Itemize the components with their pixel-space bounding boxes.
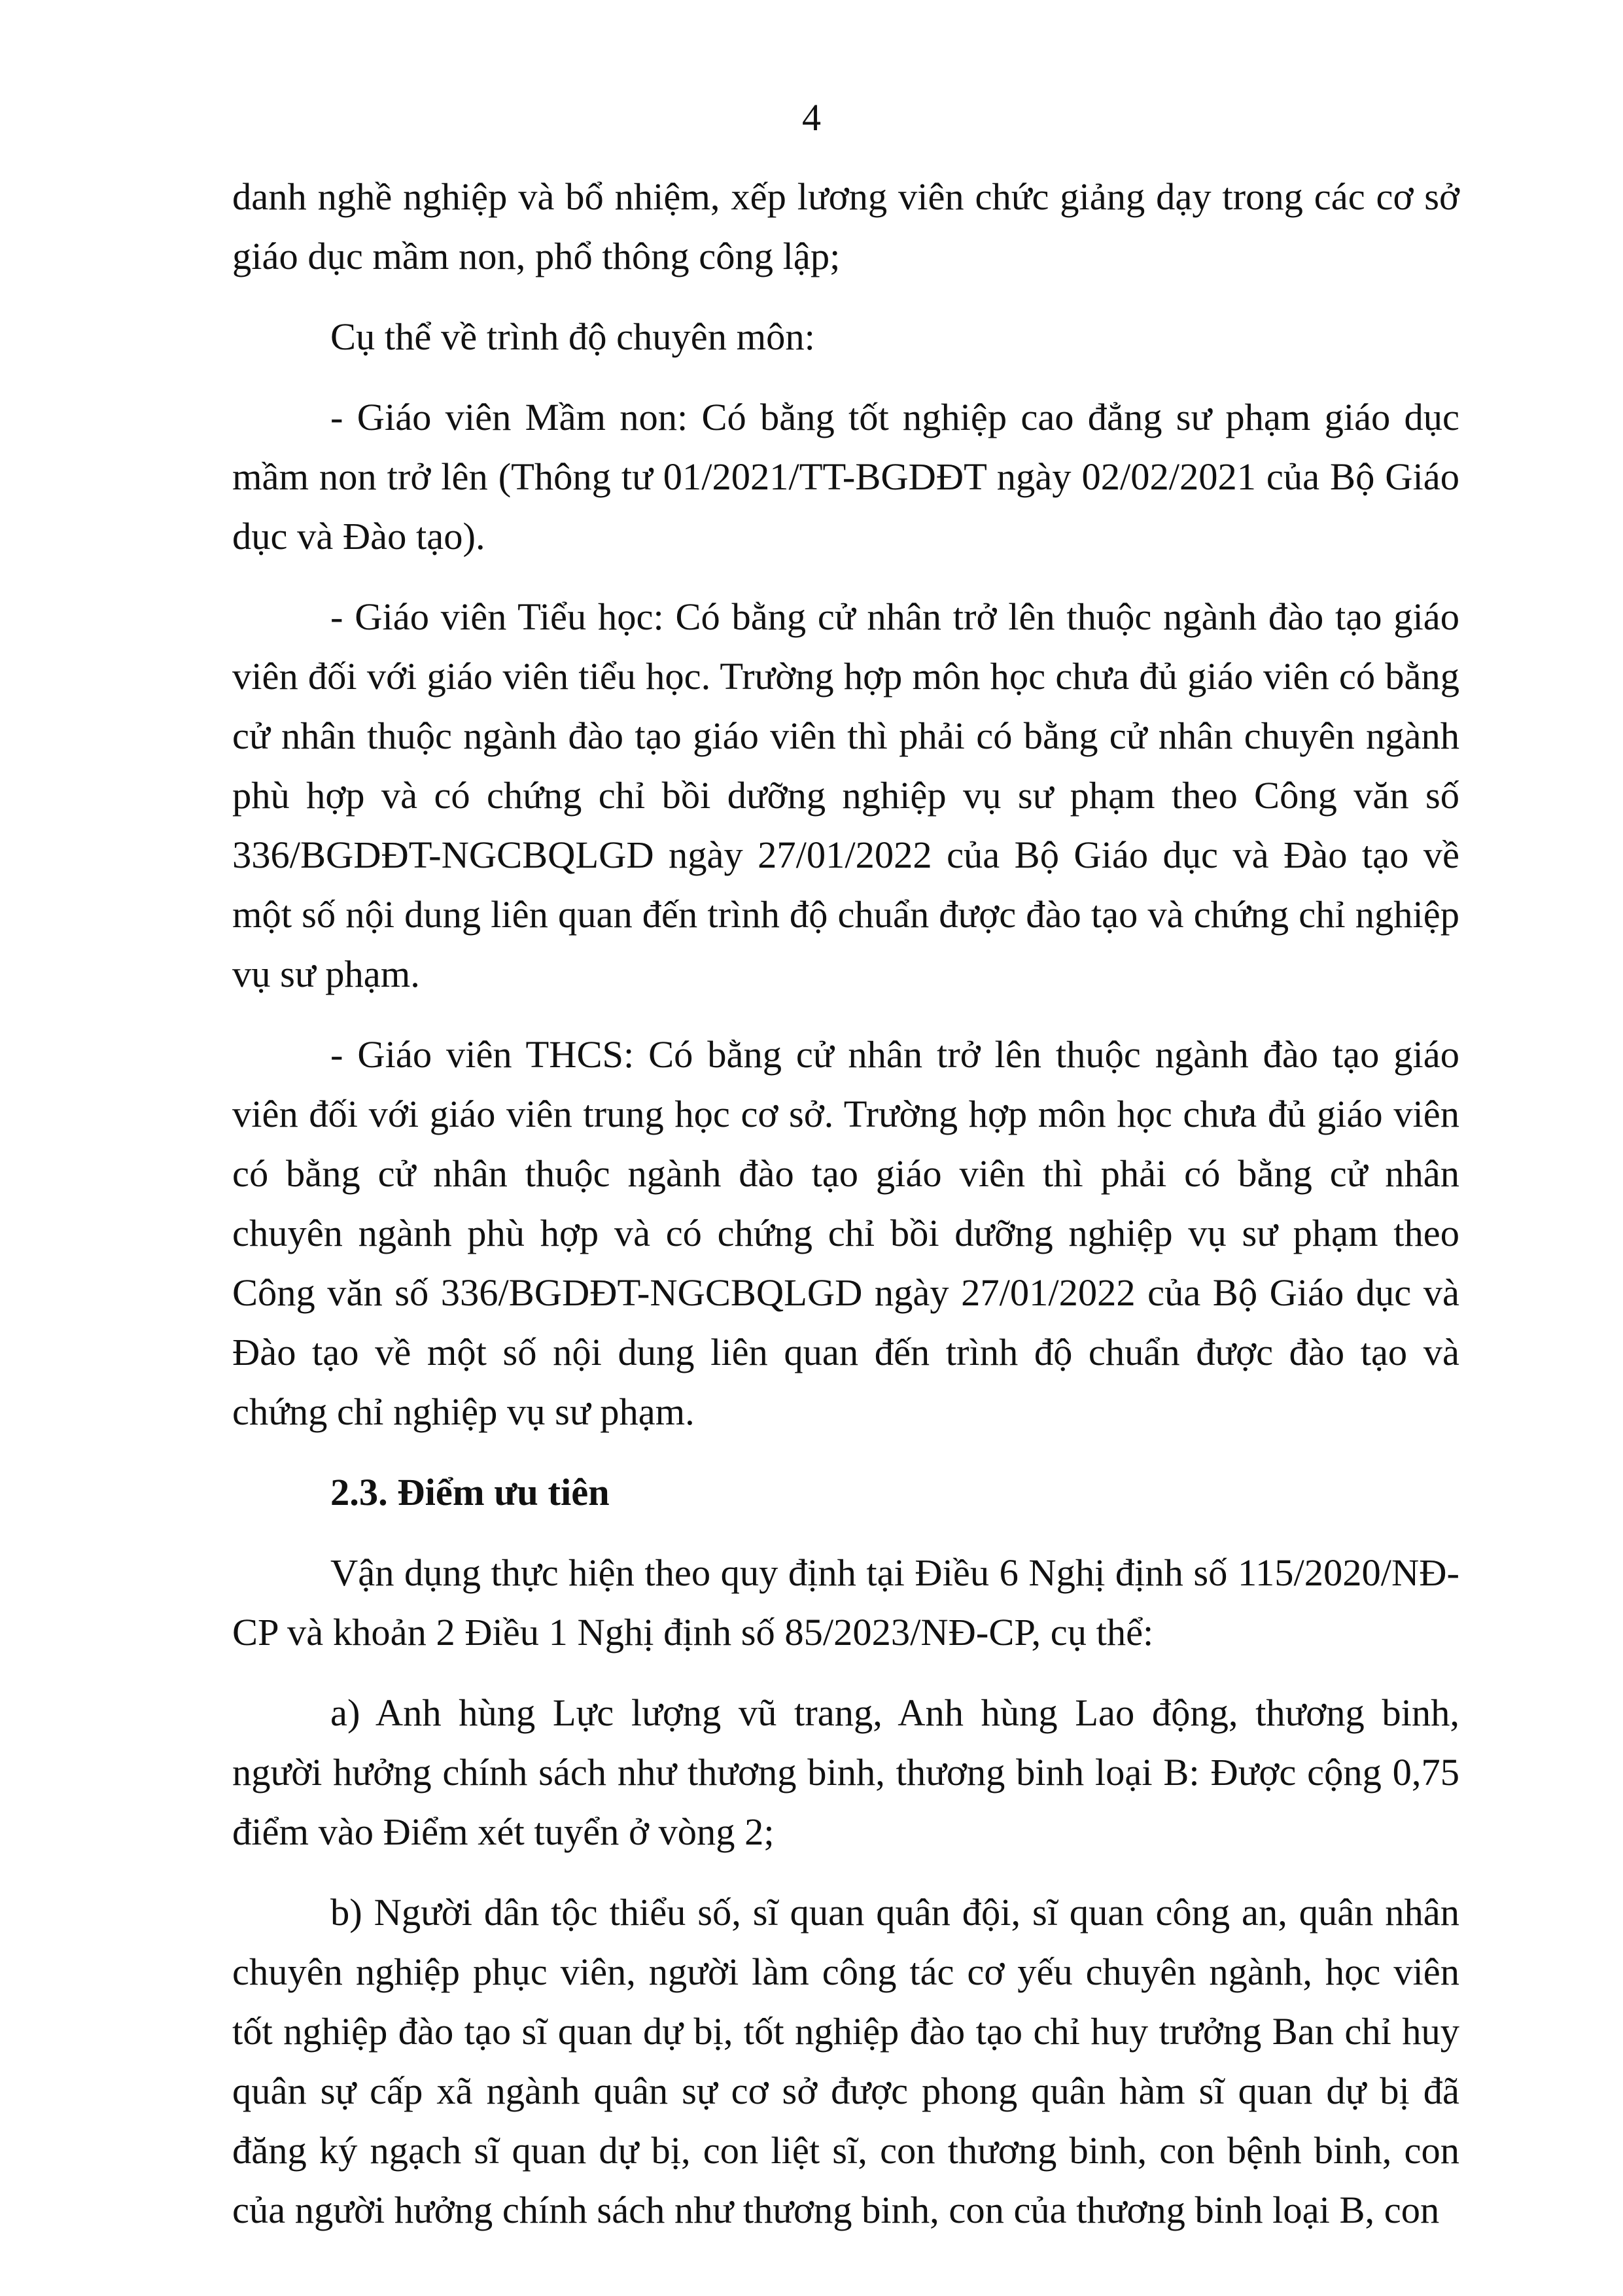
section-heading-priority-points: 2.3. Điểm ưu tiên — [330, 1471, 610, 1513]
paragraph-priority-b: b) Người dân tộc thiểu số, sĩ quan quân đội, sĩ quan công an, quân nhân chuyên nghiệp phục viên, người làm công tác cơ yếu chuyên ngành, học viên tốt nghiệp đào tạo sĩ quan dự bị, tốt nghiệp đào tạo chỉ huy trưởng Ban chỉ huy quân sự cấp xã ngành quân sự cơ sở được phong quân hàm sĩ quan dự bị đã đăng ký ngạch sĩ quan dự bị, con liệt sĩ, con thương binh, con bệnh binh, con của người hưởng chính sách như thương binh, con của thương binh loại B, con — [232, 1891, 1459, 2231]
page-number: 4 — [802, 96, 821, 139]
paragraph-primary-teacher: - Giáo viên Tiểu học: Có bằng cử nhân trở lên thuộc ngành đào tạo giáo viên đối với giáo viên tiểu học. Trường hợp môn học chưa đủ giáo viên có bằng cử nhân thuộc ngành đào tạo giáo viên thì phải có bằng cử nhân chuyên ngành phù hợp và có chứng chỉ bồi dưỡng nghiệp vụ sư phạm theo Công văn số 336/BGDĐT-NGCBQLGD ngày 27/01/2022 của Bộ Giáo dục và Đào tạo về một số nội dung liên quan đến trình độ chuẩn được đào tạo và chứng chỉ nghiệp vụ sư phạm. — [232, 595, 1459, 995]
document-body — [232, 167, 1459, 2261]
paragraph-qualification-intro: Cụ thể về trình độ chuyên môn: — [330, 315, 815, 358]
paragraph-continuation: danh nghề nghiệp và bổ nhiệm, xếp lương viên chức giảng dạy trong các cơ sở giáo dục mầm non, phổ thông công lập; — [232, 175, 1459, 277]
paragraph-preschool-teacher: - Giáo viên Mầm non: Có bằng tốt nghiệp cao đẳng sư phạm giáo dục mầm non trở lên (Thông tư 01/2021/TT-BGDĐT ngày 02/02/2021 của Bộ Giáo dục và Đào tạo). — [232, 396, 1459, 557]
paragraph-secondary-teacher: - Giáo viên THCS: Có bằng cử nhân trở lên thuộc ngành đào tạo giáo viên đối với giáo viên trung học cơ sở. Trường hợp môn học chưa đủ giáo viên có bằng cử nhân thuộc ngành đào tạo giáo viên thì phải có bằng cử nhân chuyên ngành phù hợp và có chứng chỉ bồi dưỡng nghiệp vụ sư phạm theo Công văn số 336/BGDĐT-NGCBQLGD ngày 27/01/2022 của Bộ Giáo dục và Đào tạo về một số nội dung liên quan đến trình độ chuẩn được đào tạo và chứng chỉ nghiệp vụ sư phạm. — [232, 1033, 1459, 1433]
paragraph-priority-basis: Vận dụng thực hiện theo quy định tại Điều 6 Nghị định số 115/2020/NĐ-CP và khoản 2 Điều 1 Nghị định số 85/2023/NĐ-CP, cụ thể: — [232, 1551, 1459, 1653]
paragraph-priority-a: a) Anh hùng Lực lượng vũ trang, Anh hùng Lao động, thương binh, người hưởng chính sách như thương binh, thương binh loại B: Được cộng 0,75 điểm vào Điểm xét tuyển ở vòng 2; — [232, 1691, 1459, 1853]
